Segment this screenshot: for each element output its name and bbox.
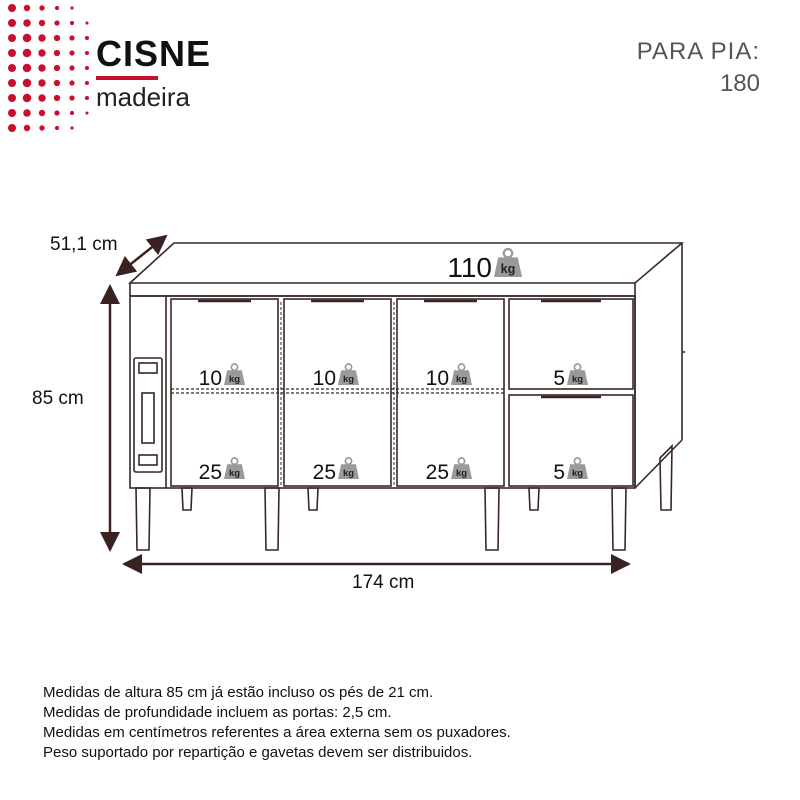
weight-icon <box>345 364 351 370</box>
weight-shelf-upper-1-unit: kg <box>228 373 241 385</box>
cabinet-drawers <box>509 299 633 486</box>
weight-icon <box>458 364 464 370</box>
weight-shelf-lower-3 <box>426 458 472 484</box>
weight-shelf-upper-1 <box>199 364 245 390</box>
weight-drawer-upper <box>553 364 588 390</box>
weight-shelf-lower-1 <box>199 458 245 484</box>
weight-icon <box>231 458 237 464</box>
sink-size-value: 180 <box>719 70 760 97</box>
weight-top <box>447 249 522 283</box>
notes-block <box>43 683 511 763</box>
width-label: 174 cm <box>352 572 415 593</box>
weight-shelf-upper-3-unit: kg <box>455 373 468 385</box>
note-line-4: Peso suportado por repartição e gavetas devem ser distribuidos. <box>43 744 473 761</box>
depth-arrow <box>117 236 166 275</box>
weight-icon <box>345 458 351 464</box>
brand-subtitle: madeira <box>96 82 190 112</box>
weight-top-unit: kg <box>500 261 516 276</box>
cabinet-left-column <box>134 296 166 488</box>
weight-icon <box>231 364 237 370</box>
height-label: 85 cm <box>32 388 84 409</box>
weight-drawer-upper-unit: kg <box>571 373 584 385</box>
weight-icon <box>458 458 464 464</box>
note-line-1: Medidas de altura 85 cm já estão incluso os pés de 21 cm. <box>43 684 434 701</box>
weight-drawer-lower <box>553 458 588 484</box>
note-line-2: Medidas de profundidade incluem as portas: 2,5 cm. <box>43 704 392 721</box>
dimension-arrows <box>110 236 629 564</box>
weight-drawer-lower-value: 5 <box>553 461 565 484</box>
weight-icon <box>504 249 512 257</box>
note-line-3: Medidas em centímetros referentes a área externa sem os puxadores. <box>43 724 511 741</box>
depth-label: 51,1 cm <box>50 234 118 255</box>
weight-shelf-upper-1-value: 10 <box>198 367 222 390</box>
cabinet-top <box>130 243 682 296</box>
weight-drawer-upper-value: 5 <box>553 367 565 390</box>
weight-shelf-upper-2-value: 10 <box>312 367 336 390</box>
cabinet-side-panel <box>635 243 685 488</box>
weight-top-value: 110 <box>447 252 492 283</box>
weight-drawer-lower-unit: kg <box>571 467 584 479</box>
weight-shelf-lower-1-value: 25 <box>198 461 222 484</box>
weight-labels <box>199 249 588 484</box>
weight-icon <box>574 458 580 464</box>
hinge-lines <box>281 302 394 486</box>
weight-shelf-lower-3-unit: kg <box>455 467 468 479</box>
weight-shelf-lower-2-unit: kg <box>342 467 355 479</box>
weight-shelf-upper-2 <box>313 364 359 390</box>
cabinet-body <box>130 296 635 488</box>
weight-shelf-upper-3-value: 10 <box>425 367 449 390</box>
brand-name: CISNE <box>96 33 212 74</box>
weight-icon <box>574 364 580 370</box>
weight-shelf-lower-2 <box>313 458 359 484</box>
sink-size-label: PARA PIA: <box>636 38 760 65</box>
weight-shelf-lower-3-value: 25 <box>425 461 449 484</box>
weight-shelf-lower-2-value: 25 <box>312 461 336 484</box>
weight-shelf-upper-2-unit: kg <box>342 373 355 385</box>
weight-shelf-upper-3 <box>426 364 472 390</box>
weight-shelf-lower-1-unit: kg <box>228 467 241 479</box>
